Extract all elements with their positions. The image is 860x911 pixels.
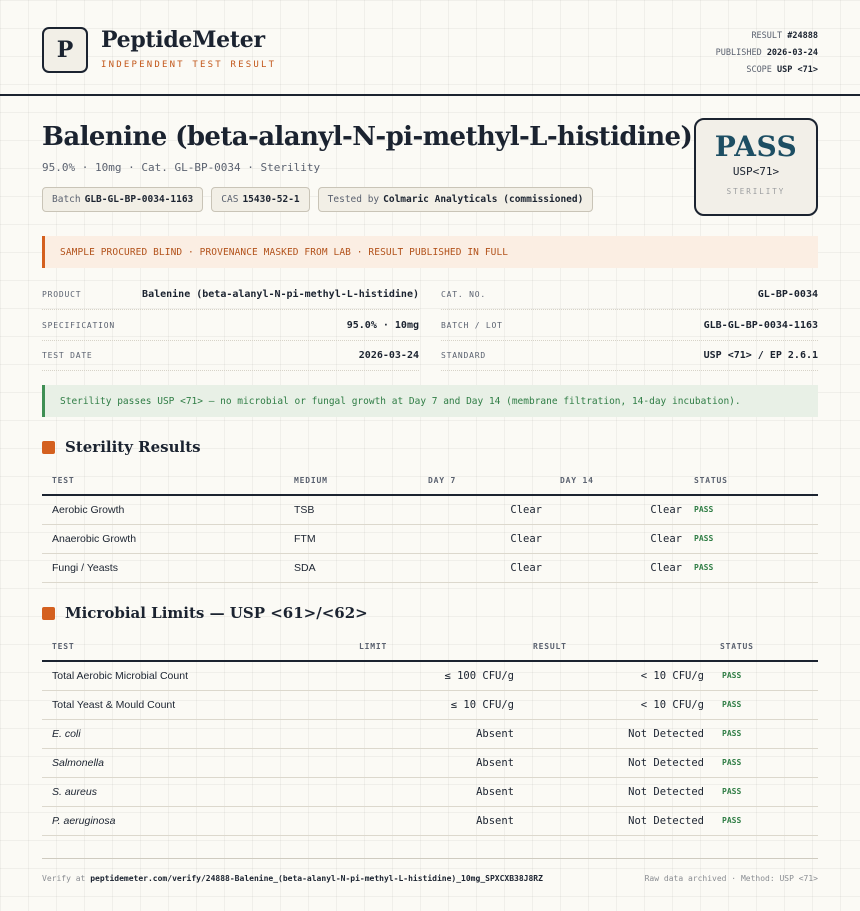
organism-name: S. aureus bbox=[52, 785, 97, 798]
col-header-day14: DAY 14 bbox=[542, 467, 682, 495]
published-date: 2026-03-24 bbox=[766, 48, 818, 58]
cell-test: Total Aerobic Microbial Count bbox=[42, 661, 358, 690]
cell-day7: Clear bbox=[398, 524, 542, 553]
cell-test: Total Yeast & Mould Count bbox=[42, 690, 358, 719]
verify-line bbox=[42, 874, 543, 883]
col-header-medium: MEDIUM bbox=[294, 467, 398, 495]
table-row bbox=[42, 524, 818, 553]
col-header-status: STATUS bbox=[682, 467, 818, 495]
verify-link[interactable]: peptidemeter.com/verify/24888-Balenine_(beta-alanyl-N-pi-methyl-L-histidine)_10mg_SPXCXB38J8RZ bbox=[90, 874, 543, 883]
table-row bbox=[42, 748, 818, 777]
chip-label: Tested by bbox=[327, 194, 380, 205]
cell-limit: Absent bbox=[358, 748, 514, 777]
status-badge: PASS bbox=[682, 524, 818, 553]
cell-result: < 10 CFU/g bbox=[514, 661, 704, 690]
info-value: GLB-GL-BP-0034-1163 bbox=[703, 320, 818, 331]
organism-name: Salmonella bbox=[52, 756, 104, 769]
cell-test: Anaerobic Growth bbox=[42, 524, 294, 553]
blind-procurement-notice: SAMPLE PROCURED BLIND · PROVENANCE MASKED FROM LAB · RESULT PUBLISHED IN FULL bbox=[42, 236, 818, 268]
status-badge: PASS bbox=[682, 495, 818, 524]
cell-day7: Clear bbox=[398, 495, 542, 524]
result-number: #24888 bbox=[787, 31, 818, 41]
organism-name: E. coli bbox=[52, 727, 81, 740]
product-chips bbox=[42, 187, 593, 212]
col-header-result: RESULT bbox=[514, 633, 704, 661]
cell-limit: ≤ 100 CFU/g bbox=[358, 661, 514, 690]
cas-chip bbox=[211, 187, 309, 212]
cell-limit: ≤ 10 CFU/g bbox=[358, 690, 514, 719]
table-row bbox=[42, 690, 818, 719]
info-value: 2026-03-24 bbox=[358, 350, 419, 361]
batch-chip bbox=[42, 187, 203, 212]
sterility-table bbox=[42, 467, 818, 583]
cell-limit: Absent bbox=[358, 777, 514, 806]
chip-value: 15430-52-1 bbox=[242, 194, 300, 205]
cell-medium: SDA bbox=[294, 553, 398, 582]
info-specification bbox=[42, 311, 419, 341]
cell-test: Aerobic Growth bbox=[42, 495, 294, 524]
table-row bbox=[42, 495, 818, 524]
cell-test bbox=[42, 806, 358, 835]
report-header bbox=[0, 0, 860, 96]
table-row bbox=[42, 777, 818, 806]
section-marker-icon bbox=[42, 607, 55, 620]
chip-value: GLB-GL-BP-0034-1163 bbox=[84, 194, 194, 205]
cell-test bbox=[42, 719, 358, 748]
chip-label: CAS bbox=[221, 194, 239, 205]
verdict-word: PASS bbox=[714, 130, 798, 163]
cell-result: Not Detected bbox=[514, 748, 704, 777]
verdict-stamp bbox=[694, 118, 818, 216]
cell-day14: Clear bbox=[542, 495, 682, 524]
verdict-scope: STERILITY bbox=[726, 187, 786, 196]
archive-note: Raw data archived · Method: USP <71> bbox=[644, 874, 818, 883]
sterility-summary-notice: Sterility passes USP <71> — no microbial or fungal growth at Day 7 and Day 14 (membrane filtration, 14-day incubation). bbox=[42, 385, 818, 417]
col-header-status: STATUS bbox=[704, 633, 818, 661]
info-label: PRODUCT bbox=[42, 290, 82, 299]
status-badge: PASS bbox=[682, 553, 818, 582]
verdict-standard: USP<71> bbox=[732, 165, 780, 178]
section-marker-icon bbox=[42, 441, 55, 454]
cell-test: Fungi / Yeasts bbox=[42, 553, 294, 582]
cell-medium: TSB bbox=[294, 495, 398, 524]
product-subtitle: 95.0% · 10mg · Cat. GL-BP-0034 · Sterility bbox=[42, 161, 321, 174]
status-badge: PASS bbox=[704, 690, 818, 719]
section-title: Sterility Results bbox=[65, 438, 201, 456]
cell-medium: FTM bbox=[294, 524, 398, 553]
col-header-test: TEST bbox=[42, 633, 358, 661]
scope-value: USP <71> bbox=[777, 65, 818, 75]
info-value: 95.0% · 10mg bbox=[346, 320, 419, 331]
cell-result: Not Detected bbox=[514, 806, 704, 835]
result-label: RESULT bbox=[751, 31, 783, 41]
sterility-section-heading bbox=[42, 438, 201, 456]
verify-label: Verify at bbox=[42, 874, 86, 883]
status-badge: PASS bbox=[704, 748, 818, 777]
chip-value: Colmaric Analyticals (commissioned) bbox=[383, 194, 584, 205]
info-standard bbox=[441, 341, 818, 371]
cell-limit: Absent bbox=[358, 806, 514, 835]
cell-day14: Clear bbox=[542, 524, 682, 553]
col-header-test: TEST bbox=[42, 467, 294, 495]
status-badge: PASS bbox=[704, 806, 818, 835]
info-label: STANDARD bbox=[441, 351, 486, 360]
brand-name: PeptideMeter bbox=[101, 27, 265, 53]
microbial-section-heading bbox=[42, 604, 368, 622]
tested-by-chip bbox=[318, 187, 594, 212]
published-label: PUBLISHED bbox=[715, 48, 762, 58]
cell-day7: Clear bbox=[398, 553, 542, 582]
col-header-limit: LIMIT bbox=[358, 633, 514, 661]
brand-tagline: INDEPENDENT TEST RESULT bbox=[101, 60, 277, 70]
organism-name: P. aeruginosa bbox=[52, 814, 116, 827]
cell-result: Not Detected bbox=[514, 777, 704, 806]
col-header-day7: DAY 7 bbox=[398, 467, 542, 495]
report-meta bbox=[716, 28, 818, 79]
table-header-row bbox=[42, 467, 818, 495]
info-value: Balenine (beta-alanyl-N-pi-methyl-L-histidine) bbox=[142, 289, 419, 300]
info-product bbox=[42, 280, 419, 310]
product-title: Balenine (beta-alanyl-N-pi-methyl-L-histidine) bbox=[42, 122, 693, 152]
brand-logo: P bbox=[42, 27, 88, 73]
cell-day14: Clear bbox=[542, 553, 682, 582]
cell-result: Not Detected bbox=[514, 719, 704, 748]
info-value: GL-BP-0034 bbox=[757, 289, 818, 300]
table-header-row bbox=[42, 633, 818, 661]
cell-test bbox=[42, 748, 358, 777]
info-batch bbox=[441, 311, 818, 341]
table-row bbox=[42, 661, 818, 690]
cell-result: < 10 CFU/g bbox=[514, 690, 704, 719]
status-badge: PASS bbox=[704, 719, 818, 748]
scope-label: SCOPE bbox=[746, 65, 772, 75]
info-label: TEST DATE bbox=[42, 351, 93, 360]
table-row bbox=[42, 553, 818, 582]
chip-label: Batch bbox=[52, 194, 81, 205]
status-badge: PASS bbox=[704, 661, 818, 690]
microbial-limits-table bbox=[42, 633, 818, 836]
info-label: SPECIFICATION bbox=[42, 321, 116, 330]
cell-limit: Absent bbox=[358, 719, 514, 748]
info-label: BATCH / LOT bbox=[441, 321, 503, 330]
info-label: CAT. NO. bbox=[441, 290, 486, 299]
cell-test bbox=[42, 777, 358, 806]
table-row bbox=[42, 806, 818, 835]
status-badge: PASS bbox=[704, 777, 818, 806]
footer-divider bbox=[42, 858, 818, 859]
info-test-date bbox=[42, 341, 419, 371]
table-row bbox=[42, 719, 818, 748]
info-cat-no bbox=[441, 280, 818, 310]
section-title: Microbial Limits — USP <61>/<62> bbox=[65, 604, 368, 622]
info-value: USP <71> / EP 2.6.1 bbox=[703, 350, 818, 361]
